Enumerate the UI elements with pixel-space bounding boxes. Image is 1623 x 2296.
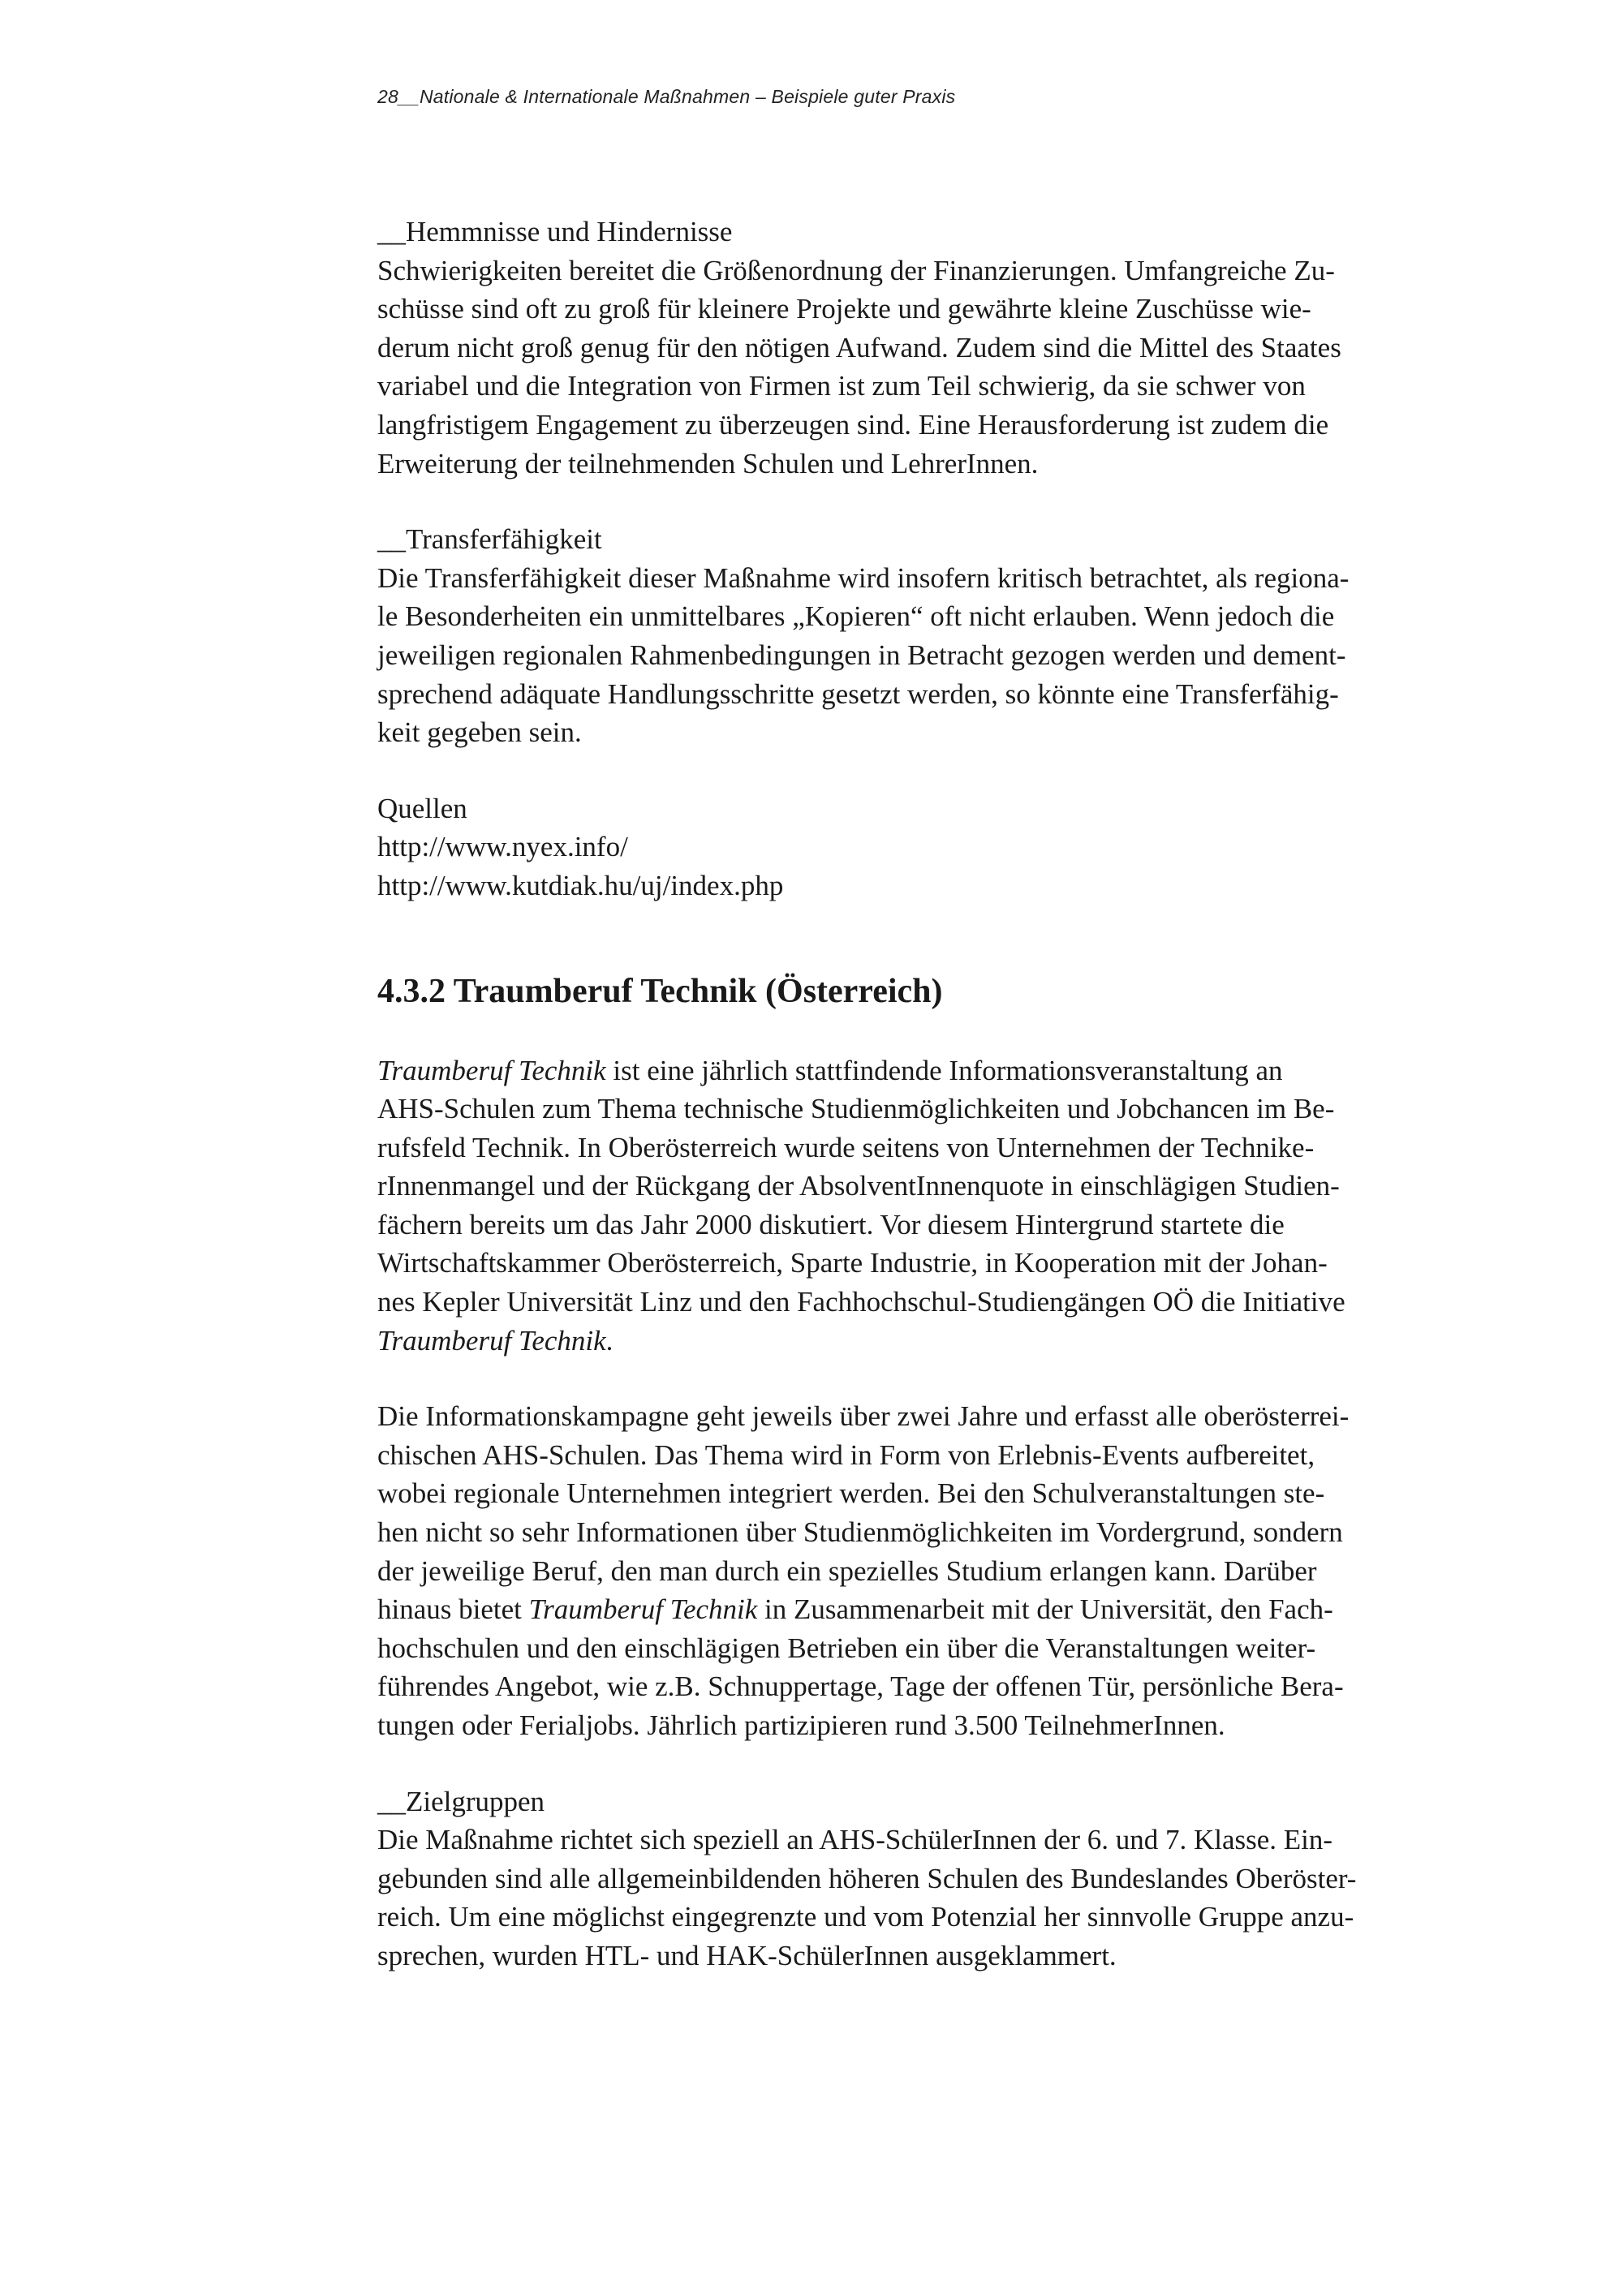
zielgruppen-section [377,1782,1465,1976]
paragraph-line: führendes Angebot, wie z.B. Schnuppertage, Tage der offenen Tür, persönliche Bera- [377,1670,1344,1703]
transfer-heading: __Transferfähigkeit [377,523,602,556]
running-header: 28__Nationale & Internationale Maßnahmen – Beispiele guter Praxis [377,86,956,107]
paragraph-line: Schwierigkeiten bereitet die Größenordnung der Finanzierungen. Umfangreiche Zu- [377,254,1335,286]
paragraph-line: nes Kepler Universität Linz und den Fachhochschul-Studiengängen OÖ die Initiative [377,1286,1345,1318]
paragraph-line: schüsse sind oft zu groß für kleinere Projekte und gewährte kleine Zuschüsse wie- [377,293,1311,325]
paragraph-line: Die Maßnahme richtet sich speziell an AHS-SchülerInnen der 6. und 7. Klasse. Ein- [377,1824,1333,1856]
program-name: Traumberuf Technik [528,1593,758,1626]
paragraph-line: Erweiterung der teilnehmenden Schulen und LehrerInnen. [377,447,1039,479]
paragraph-line: der jeweilige Beruf, den man durch ein spezielles Studium erlangen kann. Darüber [377,1554,1317,1587]
source-link[interactable]: http://www.kutdiak.hu/uj/index.php [377,869,784,901]
paragraph-line: AHS-Schulen zum Thema technische Studienmöglichkeiten und Jobchancen im Be- [377,1093,1335,1125]
paragraph-line: wobei regionale Unternehmen integriert werden. Bei den Schulveranstaltungen ste- [377,1477,1325,1510]
paragraph-line: sprechen, wurden HTL- und HAK-SchülerInnen ausgeklammert. [377,1939,1117,1971]
source-link[interactable]: http://www.nyex.info/ [377,831,628,863]
paragraph-line: jeweiligen regionalen Rahmenbedingungen in Betracht gezogen werden und dement- [377,638,1346,671]
zielgruppen-heading: __Zielgruppen [377,1785,545,1817]
paragraph-line: keit gegeben sein. [377,716,582,749]
intro-paragraph [377,1051,1465,1361]
paragraph-line: derum nicht groß genug für den nötigen Aufwand. Zudem sind die Mittel des Staates [377,331,1341,363]
paragraph-text: ist eine jährlich stattfindende Informationsveranstaltung an [605,1054,1283,1086]
paragraph-line: Die Informationskampagne geht jeweils über zwei Jahre und erfasst alle oberösterrei- [377,1400,1350,1433]
paragraph-line: fächern bereits um das Jahr 2000 diskutiert. Vor diesem Hintergrund startete die [377,1208,1285,1240]
paragraph-line: reich. Um eine möglichst eingegrenzte und vom Potenzial her sinnvolle Gruppe anzu- [377,1901,1354,1933]
quellen-heading: Quellen [377,792,467,824]
paragraph-line: hochschulen und den einschlägigen Betrieben ein über die Veranstaltungen weiter- [377,1632,1316,1664]
hemmnisse-section [377,213,1465,483]
paragraph-line: hen nicht so sehr Informationen über Studienmöglichkeiten im Vordergrund, sondern [377,1516,1343,1549]
section-title: 4.3.2 Traumberuf Technik (Österreich) [377,972,943,1010]
paragraph-text: hinaus bietet [377,1593,529,1626]
paragraph-line [377,1051,1465,1090]
paragraph-line: Wirtschaftskammer Oberösterreich, Sparte Industrie, in Kooperation mit der Johan- [377,1247,1328,1279]
campaign-paragraph [377,1397,1465,1744]
program-name: Traumberuf Technik [377,1324,606,1357]
paragraph-line [377,1590,1465,1629]
paragraph-line [377,1322,1465,1361]
page-body [377,213,1465,1976]
quellen-section [377,789,1465,905]
transfer-section [377,520,1465,752]
paragraph-line: tungen oder Ferialjobs. Jährlich partizipieren rund 3.500 TeilnehmerInnen. [377,1709,1225,1741]
program-name: Traumberuf Technik [377,1054,606,1086]
paragraph-line: gebunden sind alle allgemeinbildenden höheren Schulen des Bundeslandes Oberöster- [377,1862,1357,1894]
paragraph-line: sprechend adäquate Handlungsschritte gesetzt werden, so könnte eine Transferfähig- [377,677,1339,710]
paragraph-text: . [605,1324,613,1357]
paragraph-line: rufsfeld Technik. In Oberösterreich wurde seitens von Unternehmen der Technike- [377,1131,1315,1163]
paragraph-line: chischen AHS-Schulen. Das Thema wird in Form von Erlebnis-Events aufbereitet, [377,1438,1315,1471]
hemmnisse-heading: __Hemmnisse und Hindernisse [377,216,733,247]
paragraph-line: le Besonderheiten ein unmittelbares „Kopieren“ oft nicht erlauben. Wenn jedoch die [377,600,1335,633]
paragraph-line: langfristigem Engagement zu überzeugen sind. Eine Herausforderung ist zudem die [377,408,1329,441]
paragraph-text: in Zusammenarbeit mit der Universität, den Fach- [757,1593,1333,1626]
paragraph-line: variabel und die Integration von Firmen ist zum Teil schwierig, da sie schwer von [377,370,1306,402]
paragraph-line: Die Transferfähigkeit dieser Maßnahme wird insofern kritisch betrachtet, als regiona- [377,561,1350,594]
paragraph-line: rInnenmangel und der Rückgang der AbsolventInnenquote in einschlägigen Studien- [377,1170,1340,1202]
